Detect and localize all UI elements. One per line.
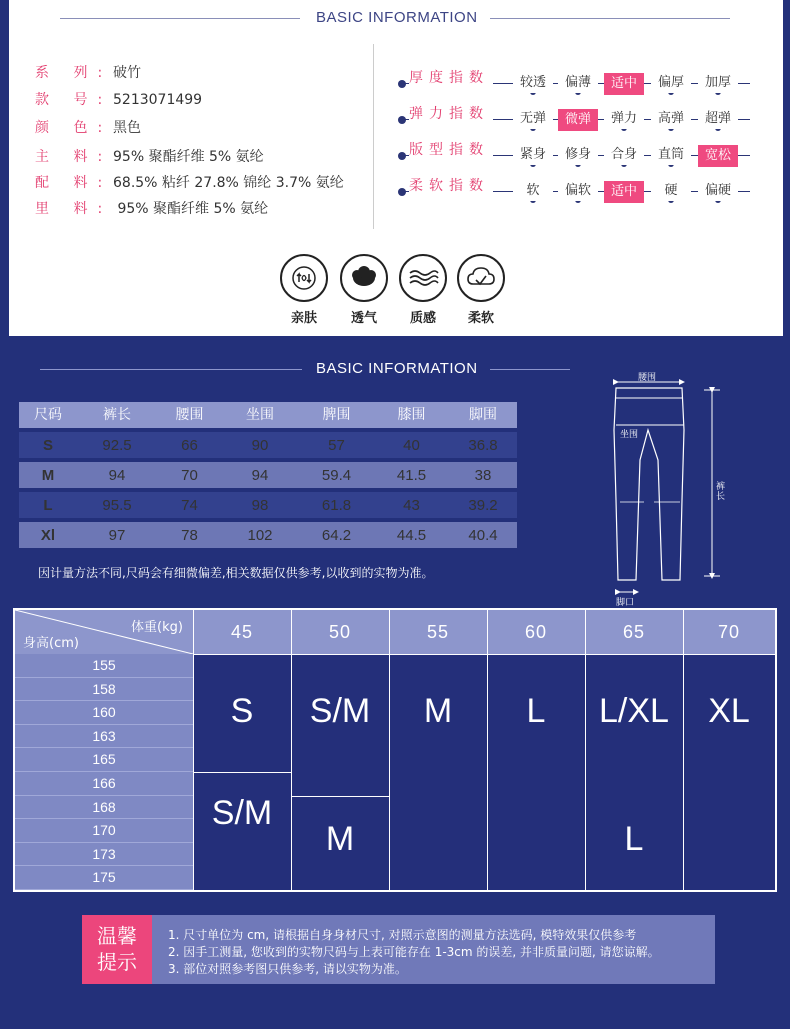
tip-line-1: 1. 尺寸单位为 cm, 请根据自身身材尺寸, 对照示意图的测量方法选码, 模特效果仅供参考 xyxy=(168,928,637,942)
index-option: 较透 xyxy=(513,73,553,93)
height-row-label: 166 xyxy=(15,772,193,796)
size-table-cell: 92.5 xyxy=(102,437,132,454)
index-option: 偏薄 xyxy=(558,73,598,93)
diagram-label-waist: 腰围 xyxy=(638,373,657,383)
size-table-cell: 70 xyxy=(181,467,198,484)
height-row-label: 168 xyxy=(15,796,193,820)
size-table-header-cell: 裤长 xyxy=(103,407,131,423)
weight-header-cell: 45 xyxy=(230,622,254,642)
index-option-selected: 宽松 xyxy=(698,145,738,167)
fit-size-w65-bottom: L xyxy=(624,820,644,858)
size-table-cell: 66 xyxy=(181,437,198,454)
size-table-cell: Xl xyxy=(40,527,56,544)
diagram-label-hip: 坐围 xyxy=(620,430,639,440)
vertical-divider xyxy=(373,44,374,229)
size-table-cell: 97 xyxy=(108,527,126,544)
index-option-selected: 适中 xyxy=(604,73,644,95)
index-start-dot xyxy=(398,116,406,124)
weight-header-cell: 60 xyxy=(524,622,548,642)
header-divider-right xyxy=(490,18,730,19)
tips-badge-line1: 温馨 xyxy=(97,924,137,948)
height-row-label: 160 xyxy=(15,701,193,725)
weight-height-fit-table xyxy=(13,608,777,892)
pants-measurement-diagram xyxy=(600,370,730,610)
size-table-cell: 40 xyxy=(403,437,420,454)
height-row-label: 163 xyxy=(15,725,193,749)
size-table-cell: S xyxy=(42,437,53,454)
height-row-label: 158 xyxy=(15,678,193,702)
size-table-cell: L xyxy=(43,497,53,514)
size-table-cell: 95.5 xyxy=(102,497,132,514)
attr-secondary-material: 配 料:68.5% 粘纤 27.8% 锦纶 3.7% 氨纶 xyxy=(35,175,344,191)
size-table-cell: M xyxy=(41,467,55,484)
size-table-cell: 102 xyxy=(247,527,273,544)
section1-header: BASIC INFORMATION xyxy=(316,9,478,26)
weight-header-cell: 50 xyxy=(328,622,352,642)
index-title: 柔软指数 xyxy=(409,175,493,195)
weight-axis-label: 体重(kg) xyxy=(131,620,183,635)
texture-icon xyxy=(399,254,447,302)
size-table-cell: 38 xyxy=(474,467,492,484)
weight-header-cell: 70 xyxy=(717,622,741,642)
index-option: 超弹 xyxy=(698,109,738,129)
size-table-header-cell: 膝围 xyxy=(397,407,426,423)
size-table-cell: 74 xyxy=(181,497,198,514)
fit-size-w50-bottom: M xyxy=(325,820,355,858)
size-table-cell: 36.8 xyxy=(468,437,498,454)
fit-size-w60: L xyxy=(526,692,546,730)
feature-label-breathable: 透气 xyxy=(350,311,377,326)
size-table-cell: 44.5 xyxy=(396,527,427,544)
cell-divider-45 xyxy=(193,772,291,773)
tip-line-3: 3. 部位对照参考图只供参考, 请以实物为准。 xyxy=(168,962,407,976)
size-table-cell: 90 xyxy=(251,437,269,454)
size-table-cell: 40.4 xyxy=(468,527,498,544)
size-table-header-cell: 腰围 xyxy=(175,407,204,423)
diagram-label-length: 裤长 xyxy=(716,482,726,502)
fit-size-w45-bottom: S/M xyxy=(211,794,273,832)
size-table-cell: 39.2 xyxy=(468,497,498,514)
size-table-cell: 94 xyxy=(251,467,269,484)
fit-size-w55: M xyxy=(423,692,453,730)
size-table-cell: 41.5 xyxy=(396,467,427,484)
attr-color: 颜 色:黑色 xyxy=(35,120,141,136)
index-title: 版型指数 xyxy=(409,139,493,159)
attr-main-material: 主 料:95% 聚酯纤维 5% 氨纶 xyxy=(35,149,264,165)
index-title: 厚度指数 xyxy=(409,67,493,87)
size-table-cell: 43 xyxy=(403,497,420,514)
diagram-label-hem: 脚口 xyxy=(616,598,635,608)
size-table-cell: 61.8 xyxy=(321,497,352,514)
height-row-label: 173 xyxy=(15,843,193,867)
index-start-dot xyxy=(398,80,406,88)
index-option: 偏厚 xyxy=(651,73,691,93)
index-option: 无弹 xyxy=(513,109,553,129)
index-option: 弹力 xyxy=(604,109,644,129)
section2-header: BASIC INFORMATION xyxy=(316,360,478,377)
height-row-label: 170 xyxy=(15,819,193,843)
size-table-header-cell: 坐围 xyxy=(246,407,274,423)
header2-divider-right xyxy=(490,369,570,370)
column-divider xyxy=(683,610,684,890)
tips-badge-line2: 提示 xyxy=(97,950,137,974)
size-table-note: 因计量方法不同,尺码会有细微偏差,相关数据仅供参考,以收到的实物为准。 xyxy=(38,566,434,580)
feature-label-texture: 质感 xyxy=(409,311,436,326)
index-start-dot xyxy=(398,152,406,160)
index-start-dot xyxy=(398,188,406,196)
feature-label-soft: 柔软 xyxy=(467,311,494,326)
index-title: 弹力指数 xyxy=(409,103,493,123)
index-option: 偏软 xyxy=(558,181,598,201)
attr-model-number: 款 号:5213071499 xyxy=(35,92,203,108)
index-option: 合身 xyxy=(604,145,644,165)
height-axis-label: 身高(cm) xyxy=(23,636,79,651)
breathable-icon xyxy=(340,254,388,302)
size-table-cell: 98 xyxy=(251,497,269,514)
skin-friendly-icon xyxy=(280,254,328,302)
fit-size-w50-top: S/M xyxy=(309,692,371,730)
size-table-header-cell: 尺码 xyxy=(34,407,62,423)
size-table-cell: 57 xyxy=(328,437,345,454)
index-option: 硬 xyxy=(651,181,691,201)
height-row-label: 175 xyxy=(15,866,193,890)
index-option: 软 xyxy=(513,181,553,201)
soft-icon xyxy=(457,254,505,302)
index-option: 紧身 xyxy=(513,145,553,165)
index-option-selected: 适中 xyxy=(604,181,644,203)
height-row-label: 165 xyxy=(15,748,193,772)
fit-size-w65-top: L/XL xyxy=(599,692,669,730)
size-table-cell: 94 xyxy=(108,467,126,484)
index-option-selected: 微弹 xyxy=(558,109,598,131)
attr-lining: 里 料: 95% 聚酯纤维 5% 氨纶 xyxy=(35,201,269,217)
index-option: 偏硬 xyxy=(698,181,738,201)
column-divider xyxy=(389,610,390,890)
cell-divider-50 xyxy=(291,796,389,797)
size-table-header-cell: 脚围 xyxy=(469,407,497,423)
header-divider-left xyxy=(60,18,300,19)
size-table-header-cell: 脾围 xyxy=(322,407,351,423)
tips-badge xyxy=(82,915,152,984)
index-option: 加厚 xyxy=(698,73,738,93)
attr-series: 系 列:破竹 xyxy=(35,65,141,81)
header2-divider-left xyxy=(40,369,302,370)
tip-line-2: 2. 因手工测量, 您收到的实物尺码与上表可能存在 1-3cm 的误差, 并非质量问题, 请您谅解。 xyxy=(168,945,660,959)
column-divider xyxy=(487,610,488,890)
height-row-label: 155 xyxy=(15,654,193,678)
index-option: 直筒 xyxy=(651,145,691,165)
weight-header-cell: 65 xyxy=(622,622,646,642)
index-option: 修身 xyxy=(558,145,598,165)
fit-size-w70: XL xyxy=(708,692,750,730)
size-table-cell: 64.2 xyxy=(321,527,352,544)
size-table-cell: 59.4 xyxy=(321,467,352,484)
basic-info-card xyxy=(9,0,783,336)
fit-size-w45-top: S xyxy=(230,692,254,730)
index-option: 高弹 xyxy=(651,109,691,129)
size-table-cell: 78 xyxy=(181,527,198,544)
column-divider xyxy=(193,610,194,890)
weight-header-cell: 55 xyxy=(426,622,450,642)
feature-label-skin: 亲肤 xyxy=(290,311,317,326)
